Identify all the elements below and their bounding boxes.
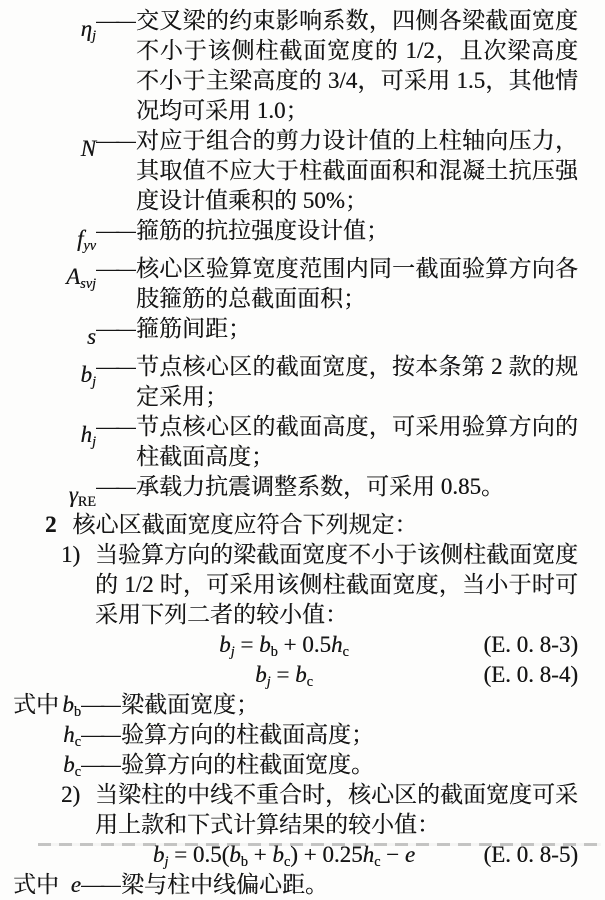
equation-body: $b_j = 0.5(b_b + b_c) + 0.25h_c - e$ [152, 842, 416, 870]
symbol-definition-list [0, 6, 605, 510]
symbol-bj [0, 352, 136, 390]
where-row-bb [0, 690, 605, 720]
sub-item-text: 当验算方向的梁截面宽度不小于该侧柱截面宽度的 1/2 时，可采用该侧柱截面宽度，当小于时可采用下列二者的较小值： [95, 542, 578, 627]
where-list-2 [0, 870, 605, 900]
definition-dash: —— [96, 354, 136, 379]
sub-item-1 [61, 540, 605, 630]
symbol-gammaRE [0, 472, 136, 510]
equation-number: (E. 0. 8-3) [483, 632, 578, 657]
definition-dash: —— [81, 872, 121, 897]
equation-body: $b_j = b_b + 0.5h_c$ [219, 632, 349, 660]
symbol-bc: $b_c$ [63, 752, 81, 780]
definition-dash: —— [96, 128, 136, 153]
where-text: 验算方向的柱截面宽度。 [121, 752, 374, 777]
definition-text: 承载力抗震调整系数，可采用 0.85。 [136, 474, 504, 499]
definition-text: 交叉梁的约束影响系数，四侧各梁截面宽度不小于该侧柱截面宽度的 1/2，且次梁高度不小于主梁高度的 3/4，可采用 1.5，其他情况均可采用 1.0； [136, 8, 578, 123]
symbol-math: $\gamma_{RE}$ [68, 482, 96, 510]
where-row-bc [0, 750, 605, 780]
symbol-s [0, 314, 136, 352]
symbol-math: $\eta_j$ [80, 16, 96, 44]
definition-text: 箍筋的抗拉强度设计值； [136, 218, 389, 243]
symbol-e: e [70, 872, 81, 897]
symbol-bb: $b_b$ [62, 692, 81, 720]
equation-number: (E. 0. 8-5) [483, 842, 578, 867]
sub-item-2 [61, 780, 605, 840]
definition-row-bj [0, 352, 605, 412]
definition-row-Asvj [0, 254, 605, 314]
equation-e0-8-3 [90, 630, 605, 660]
symbol-hc: $h_c$ [63, 722, 81, 750]
symbol-math: N [80, 136, 96, 161]
definition-dash: —— [81, 692, 121, 717]
symbol-Asvj [0, 254, 136, 292]
clause-text: 核心区截面宽度应符合下列规定： [72, 512, 418, 537]
symbol-math: $A_{svj}$ [66, 264, 96, 292]
sub-item-number: 2) [61, 782, 81, 807]
definition-dash: —— [96, 256, 136, 281]
where-list-1 [0, 690, 605, 780]
definition-dash: —— [96, 316, 136, 341]
definition-dash: —— [96, 8, 136, 33]
definition-text: 箍筋间距； [136, 316, 251, 341]
definition-dash: —— [81, 752, 121, 777]
definition-row-hj [0, 412, 605, 472]
equation-body: $b_j = b_c$ [255, 662, 313, 690]
clause-number: 2 [45, 512, 57, 537]
symbol-eta-j [0, 6, 136, 44]
definition-dash: —— [96, 414, 136, 439]
where-label: 式中 [13, 872, 59, 897]
symbol-N [0, 126, 136, 164]
definition-row-N [0, 126, 605, 216]
definition-text: 节点核心区的截面宽度，按本条第 2 款的规定采用； [136, 354, 578, 409]
where-label: 式中 [13, 692, 59, 717]
symbol-hj [0, 412, 136, 450]
definition-row-eta-j [0, 6, 605, 126]
clause-2-heading [45, 510, 605, 540]
definition-dash: —— [81, 722, 121, 747]
symbol-math: s [87, 324, 96, 349]
where-text: 梁与柱中线偏心距。 [121, 872, 328, 897]
definition-dash: —— [96, 474, 136, 499]
sub-item-number: 1) [61, 542, 81, 567]
symbol-math: $h_j$ [80, 422, 96, 450]
definition-row-gammaRE [0, 472, 605, 510]
definition-dash: —— [96, 218, 136, 243]
definition-row-fyv [0, 216, 605, 254]
definition-text: 对应于组合的剪力设计值的上柱轴向压力，其取值不应大于柱截面面积和混凝土抗压强度设计值乘积的 50%； [136, 128, 578, 213]
where-text: 梁截面宽度； [121, 692, 259, 717]
symbol-fyv [0, 216, 136, 254]
definition-text: 节点核心区的截面高度，可采用验算方向的柱截面高度； [136, 414, 578, 469]
sub-item-text: 当梁柱的中线不重合时，核心区的截面宽度可采用上款和下式计算结果的较小值： [95, 782, 578, 837]
definition-text: 核心区验算宽度范围内同一截面验算方向各肢箍筋的总截面面积； [136, 256, 578, 311]
symbol-math: $f_{yv}$ [76, 226, 96, 254]
where-text: 验算方向的柱截面高度； [121, 722, 374, 747]
where-row-hc [0, 720, 605, 750]
symbol-math: $b_j$ [80, 362, 96, 390]
equation-number: (E. 0. 8-4) [483, 662, 578, 687]
definition-row-s [0, 314, 605, 352]
where-row-e [0, 870, 605, 900]
equation-e0-8-4 [90, 660, 605, 690]
